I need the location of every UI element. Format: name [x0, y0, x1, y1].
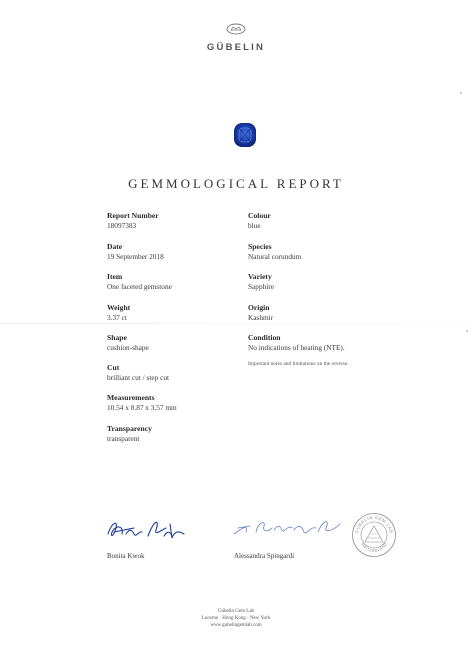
svg-text:SWITZERLAND: SWITZERLAND [360, 541, 388, 554]
field-value: transparent [107, 434, 140, 443]
brand-logo [0, 22, 472, 53]
field-label: Cut [107, 363, 120, 372]
signature-bonita-kwok [104, 514, 194, 546]
signatory-name-right: Alessandra Spingardi [234, 552, 295, 560]
field-colour [248, 211, 448, 242]
field-value: 10.54 x 8.87 x 3.57 mm [107, 403, 177, 412]
crown-logo-icon [225, 23, 247, 35]
field-value: 3.37 ct [107, 313, 127, 322]
scan-speck [466, 330, 468, 332]
right-column [248, 211, 448, 368]
field-label: Variety [248, 272, 272, 281]
field-origin [248, 303, 448, 333]
lab-footer [0, 608, 472, 629]
field-value: Kashmir [248, 313, 274, 322]
signatory-name-left: Bonita Kwok [107, 552, 145, 560]
field-label: Report Number [107, 211, 159, 220]
field-label: Condition [248, 333, 281, 342]
gem-lab-seal-stamp [351, 512, 397, 558]
field-value: One faceted gemstone [107, 282, 172, 291]
field-label: Measurements [107, 393, 155, 402]
field-condition [248, 333, 448, 363]
footer-lab-name: Gübelin Gem Lab [217, 609, 255, 614]
footer-website: www.gubelingemlab.com [210, 623, 262, 628]
reverse-note: Important notes and limitations on the reverse. [248, 361, 349, 367]
brand-name: GÜBELIN [206, 42, 266, 53]
gemstone-image [233, 122, 257, 148]
field-value: Sapphire [248, 282, 274, 291]
field-species [248, 242, 448, 272]
field-value: 18097383 [107, 221, 137, 230]
field-measurements [107, 393, 277, 424]
field-label: Colour [248, 211, 271, 220]
field-transparency [107, 424, 277, 454]
field-label: Shape [107, 333, 127, 342]
field-label: Transparency [107, 424, 152, 433]
field-value: brilliant cut / step cut [107, 373, 170, 382]
footer-locations: Lucerne · Hong Kong · New York [201, 616, 271, 621]
field-label: Origin [248, 303, 270, 312]
field-label: Item [107, 272, 123, 281]
field-label: Species [248, 242, 272, 251]
report-title: GEMMOLOGICAL REPORT [128, 176, 344, 191]
field-value: cushion-shape [107, 343, 149, 352]
field-value: 19 September 2018 [107, 252, 164, 261]
field-label: Weight [107, 303, 131, 312]
signature-alessandra-spingardi [232, 514, 344, 540]
field-value: No indications of heating (NTE). [248, 343, 345, 352]
scan-speck [460, 92, 462, 94]
svg-text:GÜBELIN GEM LAB: GÜBELIN GEM LAB [354, 514, 394, 534]
field-variety [248, 272, 448, 303]
field-value: Natural corundum [248, 252, 302, 261]
field-label: Date [107, 242, 123, 251]
field-value: blue [248, 221, 261, 230]
